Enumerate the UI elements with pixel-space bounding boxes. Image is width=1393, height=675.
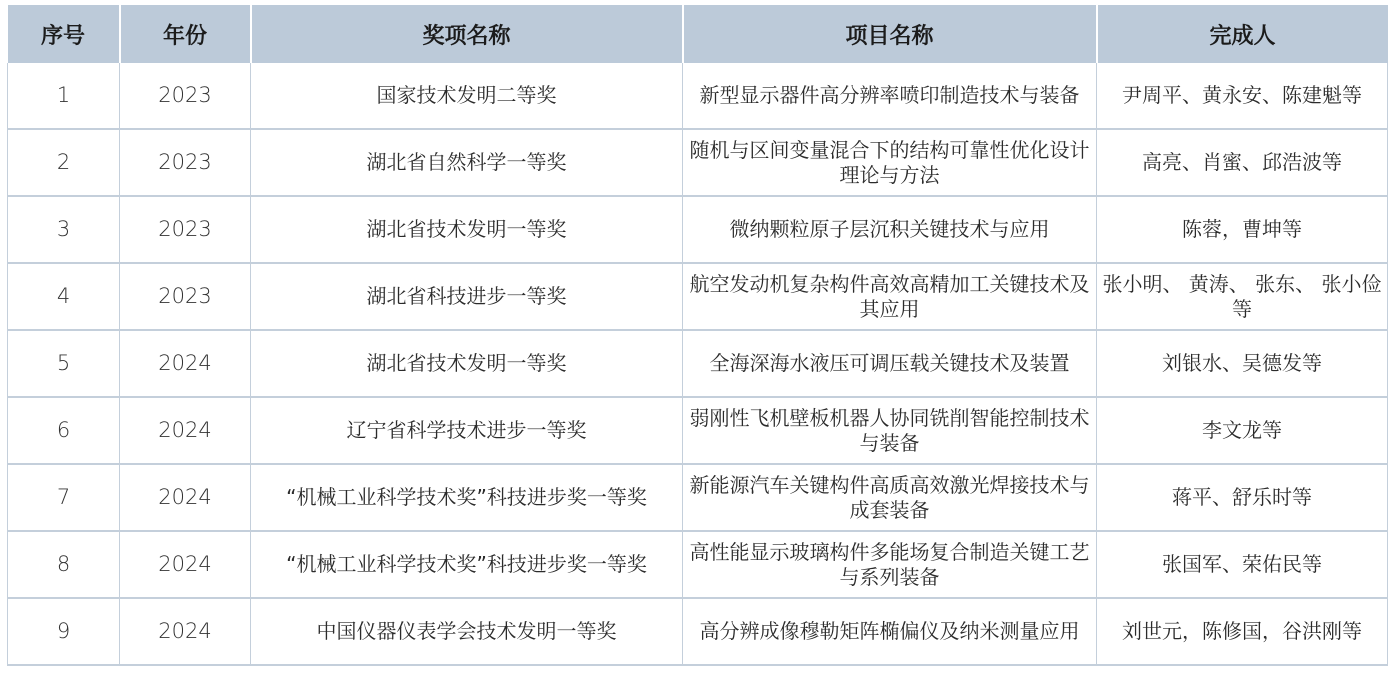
- cell-award-name: 湖北省技术发明一等奖: [251, 196, 683, 263]
- awards-table: [7, 5, 1388, 666]
- cell-year: 2024: [120, 598, 251, 665]
- table-row: [8, 531, 1388, 598]
- cell-serial-number: 3: [8, 196, 120, 263]
- table-row: [8, 196, 1388, 263]
- cell-completers: 张小明、 黄涛、 张东、 张小俭等: [1097, 263, 1388, 330]
- cell-serial-number: 7: [8, 464, 120, 531]
- cell-year: 2023: [120, 263, 251, 330]
- cell-project-name: 高分辨成像穆勒矩阵椭偏仪及纳米测量应用: [683, 598, 1097, 665]
- cell-award-name: 国家技术发明二等奖: [251, 63, 683, 129]
- cell-completers: 李文龙等: [1097, 397, 1388, 464]
- cell-year: 2023: [120, 63, 251, 129]
- header-row: [8, 5, 1388, 63]
- cell-project-name: 弱刚性飞机壁板机器人协同铣削智能控制技术与装备: [683, 397, 1097, 464]
- cell-project-name: 高性能显示玻璃构件多能场复合制造关键工艺与系列装备: [683, 531, 1097, 598]
- cell-year: 2023: [120, 196, 251, 263]
- cell-completers: 蒋平、舒乐时等: [1097, 464, 1388, 531]
- cell-award-name: “机械工业科学技术奖”科技进步奖一等奖: [251, 464, 683, 531]
- cell-award-name: 湖北省科技进步一等奖: [251, 263, 683, 330]
- cell-completers: 高亮、肖蜜、邱浩波等: [1097, 129, 1388, 196]
- cell-award-name: 辽宁省科学技术进步一等奖: [251, 397, 683, 464]
- cell-serial-number: 6: [8, 397, 120, 464]
- cell-year: 2024: [120, 531, 251, 598]
- cell-project-name: 航空发动机复杂构件高效高精加工关键技术及其应用: [683, 263, 1097, 330]
- cell-year: 2024: [120, 330, 251, 397]
- header-award-name: 奖项名称: [251, 5, 683, 63]
- header-year: 年份: [120, 5, 251, 63]
- header-serial-number: 序号: [8, 5, 120, 63]
- cell-serial-number: 8: [8, 531, 120, 598]
- cell-project-name: 全海深海水液压可调压载关键技术及装置: [683, 330, 1097, 397]
- table-row: [8, 598, 1388, 665]
- cell-award-name: 湖北省技术发明一等奖: [251, 330, 683, 397]
- table-header: [8, 5, 1388, 63]
- cell-award-name: “机械工业科学技术奖”科技进步奖一等奖: [251, 531, 683, 598]
- table-row: [8, 63, 1388, 129]
- cell-award-name: 湖北省自然科学一等奖: [251, 129, 683, 196]
- table-body: [8, 63, 1388, 665]
- header-completers: 完成人: [1097, 5, 1388, 63]
- cell-project-name: 新型显示器件高分辨率喷印制造技术与装备: [683, 63, 1097, 129]
- cell-serial-number: 4: [8, 263, 120, 330]
- awards-table-container: [7, 5, 1387, 666]
- table-row: [8, 464, 1388, 531]
- cell-year: 2024: [120, 464, 251, 531]
- cell-award-name: 中国仪器仪表学会技术发明一等奖: [251, 598, 683, 665]
- cell-serial-number: 1: [8, 63, 120, 129]
- cell-completers: 刘银水、吴德发等: [1097, 330, 1388, 397]
- cell-completers: 张国军、荣佑民等: [1097, 531, 1388, 598]
- cell-year: 2024: [120, 397, 251, 464]
- cell-serial-number: 2: [8, 129, 120, 196]
- cell-project-name: 新能源汽车关键构件高质高效激光焊接技术与成套装备: [683, 464, 1097, 531]
- header-project-name: 项目名称: [683, 5, 1097, 63]
- cell-serial-number: 5: [8, 330, 120, 397]
- cell-project-name: 微纳颗粒原子层沉积关键技术与应用: [683, 196, 1097, 263]
- cell-serial-number: 9: [8, 598, 120, 665]
- table-row: [8, 330, 1388, 397]
- cell-completers: 刘世元，陈修国，谷洪刚等: [1097, 598, 1388, 665]
- cell-completers: 尹周平、黄永安、陈建魁等: [1097, 63, 1388, 129]
- table-row: [8, 129, 1388, 196]
- cell-completers: 陈蓉，曹坤等: [1097, 196, 1388, 263]
- cell-project-name: 随机与区间变量混合下的结构可靠性优化设计理论与方法: [683, 129, 1097, 196]
- cell-year: 2023: [120, 129, 251, 196]
- table-row: [8, 397, 1388, 464]
- table-row: [8, 263, 1388, 330]
